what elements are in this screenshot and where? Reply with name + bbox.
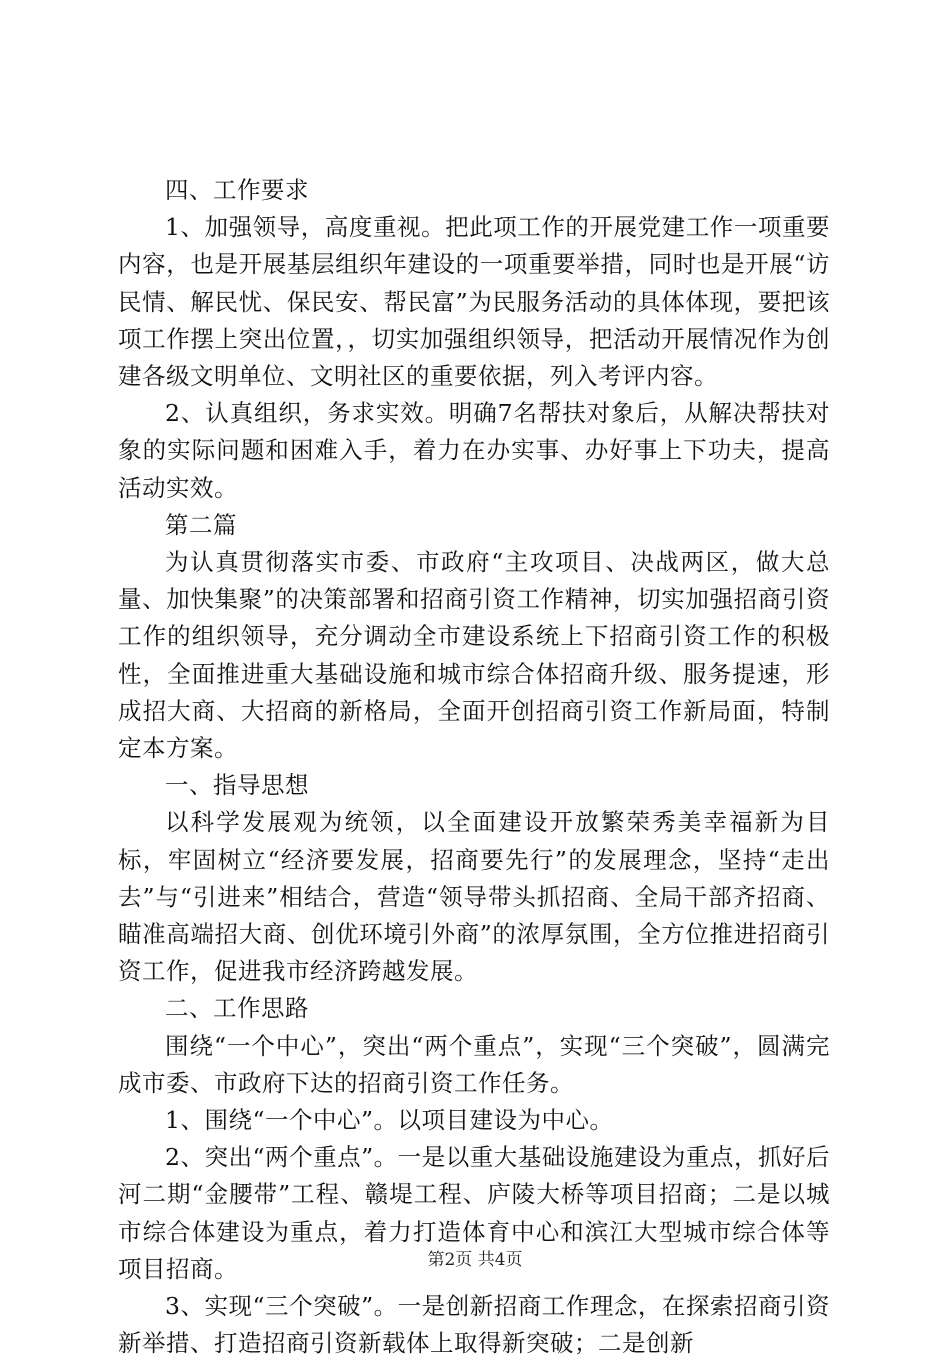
section-heading-guiding-thought: 一、指导思想: [165, 771, 309, 800]
paragraph-guiding-thought: 以科学发展观为统领，以全面建设开放繁荣秀美幸福新为目标，牢固树立“经济要发展，招商要先行”的发展理念，坚持“走出去”与“引进来”相结合，营造“领导带头抓招商、全局干部齐招商、瞄准高端招大商、创优环境引外商”的浓厚氛围，全方位推进招商引资工作，促进我市经济跨越发展。: [118, 808, 830, 986]
paragraph-two-focus: 2、突出“两个重点”。一是以重大基础设施建设为重点，抓好后河二期“金腰带”工程、赣堤工程、庐陵大桥等项目招商；二是以城市综合体建设为重点，着力打造体育中心和滨江大型城市综合体等项目招商。: [118, 1143, 830, 1283]
paragraph-organize: 2、认真组织，务求实效。明确7名帮扶对象后，从解决帮扶对象的实际问题和困难入手，着力在办实事、办好事上下功夫，提高活动实效。: [118, 399, 830, 502]
paragraph-leadership: 1、加强领导，高度重视。把此项工作的开展党建工作一项重要内容，也是开展基层组织年建设的一项重要举措，同时也是开展“访民情、解民忧、保民安、帮民富”为民服务活动的具体体现，要把该项工作摆上突出位置，，切实加强组织领导，把活动开展情况作为创建各级文明单位、文明社区的重要依据，列入考评内容。: [118, 213, 830, 391]
page-number-footer: 第2页 共4页: [427, 1250, 523, 1270]
paragraph-three-breakthroughs: 3、实现“三个突破”。一是创新招商工作理念，在探索招商引资新举措、打造招商引资新载体上取得新突破；二是创新: [118, 1292, 830, 1358]
section-heading-part-two: 第二篇: [165, 510, 237, 539]
section-heading-work-requirements: 四、工作要求: [165, 176, 309, 204]
paragraph-intro: 为认真贯彻落实市委、市政府“主攻项目、决战两区，做大总量、加快集聚”的决策部署和招商引资工作精神，切实加强招商引资工作的组织领导，充分调动全市建设系统上下招商引资工作的积极性，全面推进重大基础设施和城市综合体招商升级、服务提速，形成招大商、大招商的新格局，全面开创招商引资工作新局面，特制定本方案。: [118, 548, 830, 763]
document-body: [118, 172, 830, 1363]
section-heading-work-approach: 二、工作思路: [165, 994, 309, 1023]
paragraph-one-center: 1、围绕“一个中心”。以项目建设为中心。: [165, 1106, 614, 1135]
paragraph-work-approach: 围绕“一个中心”，突出“两个重点”，实现“三个突破”，圆满完成市委、市政府下达的招商引资工作任务。: [118, 1031, 830, 1097]
